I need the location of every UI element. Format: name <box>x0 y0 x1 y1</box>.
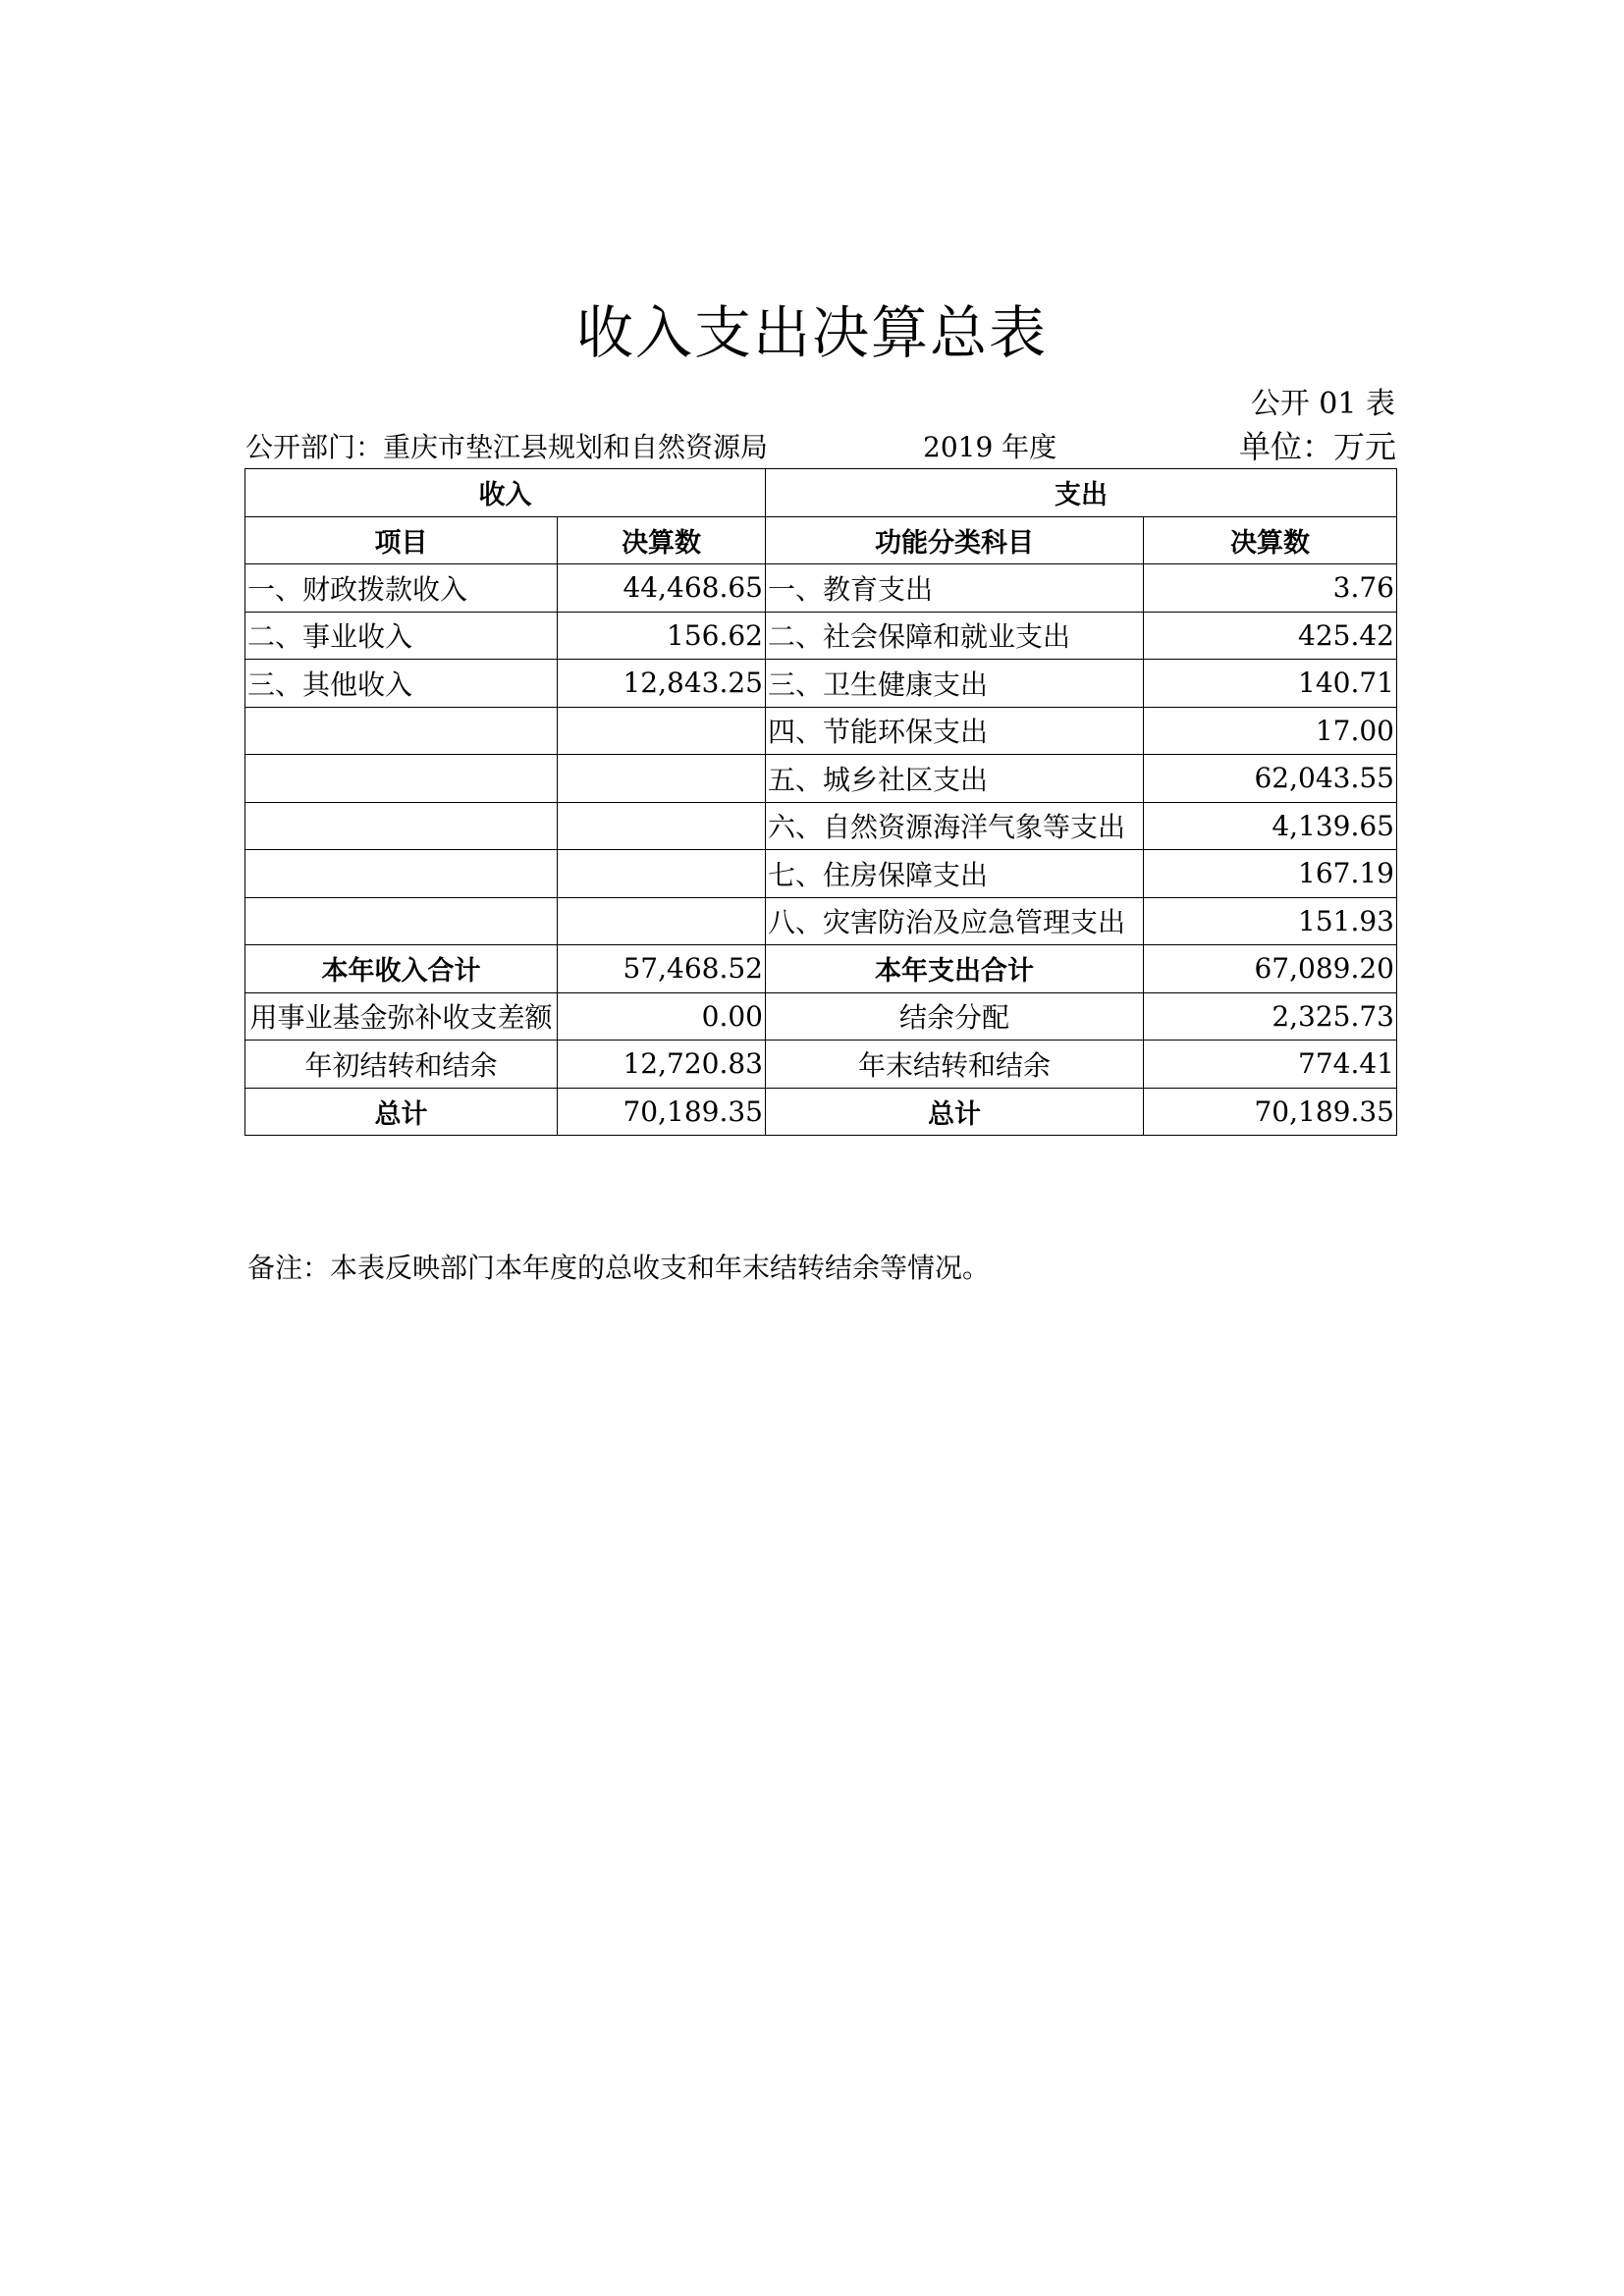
table-row <box>245 897 1397 945</box>
expense-amount-cell: 3.76 <box>1144 564 1397 613</box>
income-item-cell <box>245 850 558 898</box>
income-amount-cell <box>558 850 766 898</box>
meta-row <box>245 422 1396 465</box>
income-item-cell: 本年收入合计 <box>245 945 558 993</box>
table-row <box>245 612 1397 660</box>
col-header-category: 功能分类科目 <box>766 516 1144 564</box>
group-header-row <box>245 469 1397 517</box>
income-item-cell <box>245 897 558 945</box>
col-header-expense-amount: 决算数 <box>1144 516 1397 564</box>
expense-amount-cell: 67,089.20 <box>1144 945 1397 993</box>
summary-row-carryover <box>245 1041 1397 1089</box>
table-row <box>245 564 1397 613</box>
expense-item-cell: 本年支出合计 <box>766 945 1144 993</box>
expense-item-cell: 六、自然资源海洋气象等支出 <box>766 802 1144 850</box>
expense-amount-cell: 62,043.55 <box>1144 755 1397 803</box>
income-amount-cell <box>558 802 766 850</box>
table-row <box>245 707 1397 755</box>
income-item-cell: 年初结转和结余 <box>245 1041 558 1089</box>
expense-item-cell: 一、教育支出 <box>766 564 1144 613</box>
unit-label: 单位：万元 <box>1238 428 1396 465</box>
income-amount-cell: 156.62 <box>558 612 766 660</box>
income-item-cell: 总计 <box>245 1088 558 1136</box>
expense-item-cell: 四、节能环保支出 <box>766 707 1144 755</box>
expense-group-header: 支出 <box>766 469 1397 517</box>
form-number: 公开 01 表 <box>1250 387 1395 421</box>
expense-amount-cell: 167.19 <box>1144 850 1397 898</box>
expense-item-cell: 二、社会保障和就业支出 <box>766 612 1144 660</box>
expense-amount-cell: 151.93 <box>1144 897 1397 945</box>
income-amount-cell: 12,843.25 <box>558 660 766 708</box>
footnote: 备注：本表反映部门本年度的总收支和年末结转结余等情况。 <box>247 1252 991 1284</box>
summary-row-fund-balance <box>245 992 1397 1041</box>
summary-row-total-year <box>245 945 1397 993</box>
income-item-cell: 三、其他收入 <box>245 660 558 708</box>
col-header-income-amount: 决算数 <box>558 516 766 564</box>
column-header-row <box>245 516 1397 564</box>
income-amount-cell: 70,189.35 <box>558 1088 766 1136</box>
expense-amount-cell: 4,139.65 <box>1144 802 1397 850</box>
table-row <box>245 850 1397 898</box>
page-title: 收入支出决算总表 <box>575 299 1048 366</box>
income-group-header: 收入 <box>245 469 766 517</box>
expense-amount-cell: 17.00 <box>1144 707 1397 755</box>
income-item-cell <box>245 802 558 850</box>
expense-item-cell: 八、灾害防治及应急管理支出 <box>766 897 1144 945</box>
expense-item-cell: 七、住房保障支出 <box>766 850 1144 898</box>
budget-table <box>244 468 1397 1136</box>
expense-amount-cell: 70,189.35 <box>1144 1088 1397 1136</box>
table-row <box>245 660 1397 708</box>
col-header-item: 项目 <box>245 516 558 564</box>
income-amount-cell: 44,468.65 <box>558 564 766 613</box>
income-item-cell <box>245 755 558 803</box>
table-row <box>245 755 1397 803</box>
expense-item-cell: 三、卫生健康支出 <box>766 660 1144 708</box>
table-row <box>245 802 1397 850</box>
expense-item-cell: 结余分配 <box>766 992 1144 1041</box>
income-item-cell: 二、事业收入 <box>245 612 558 660</box>
income-item-cell: 用事业基金弥补收支差额 <box>245 992 558 1041</box>
expense-item-cell: 总计 <box>766 1088 1144 1136</box>
summary-row-grand-total <box>245 1088 1397 1136</box>
income-amount-cell <box>558 707 766 755</box>
income-item-cell: 一、财政拨款收入 <box>245 564 558 613</box>
income-amount-cell <box>558 755 766 803</box>
expense-amount-cell: 774.41 <box>1144 1041 1397 1089</box>
expense-amount-cell: 425.42 <box>1144 612 1397 660</box>
expense-item-cell: 年末结转和结余 <box>766 1041 1144 1089</box>
expense-amount-cell: 2,325.73 <box>1144 992 1397 1041</box>
year-label: 2019 年度 <box>923 431 1057 463</box>
income-item-cell <box>245 707 558 755</box>
income-amount-cell: 57,468.52 <box>558 945 766 993</box>
expense-amount-cell: 140.71 <box>1144 660 1397 708</box>
income-amount-cell <box>558 897 766 945</box>
expense-item-cell: 五、城乡社区支出 <box>766 755 1144 803</box>
income-amount-cell: 12,720.83 <box>558 1041 766 1089</box>
income-amount-cell: 0.00 <box>558 992 766 1041</box>
department-label: 公开部门：重庆市垫江县规划和自然资源局 <box>245 431 769 463</box>
